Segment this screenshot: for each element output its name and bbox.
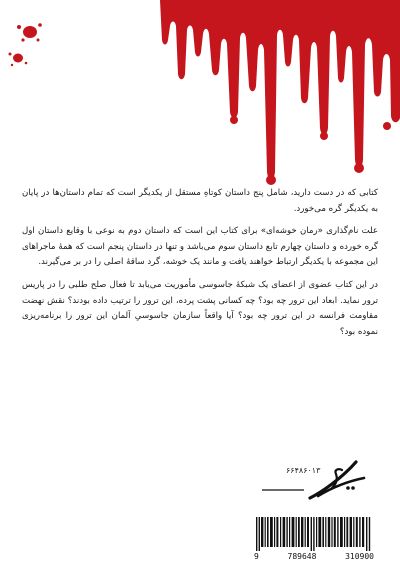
isbn-digit-lead: 9 [254, 552, 259, 561]
isbn-group-2: 310900 [345, 552, 374, 561]
barcode-bars [256, 517, 372, 551]
isbn-barcode [254, 517, 374, 563]
blurb-paragraph-1: کتابی که در دست دارید، شامل پنج داستان کوتاهِ مستقل از یکدیگر است که تمام داستان‌ها در پایان به یکدیگر گره می‌خورد. [22, 188, 378, 214]
isbn-number [254, 552, 374, 561]
isbn-group-1: 789648 [287, 552, 317, 561]
blood-drips-decoration [0, 0, 400, 200]
publisher-logo-icon [252, 458, 372, 504]
publisher-phone: ۶۶۴۸۶۰۱۳ [286, 466, 321, 475]
blurb-paragraph-3: در این کتاب عضوی از اعضای یک شبکهٔ جاسوسی مأموریت می‌یابد تا فعال صلح طلبی را در پاریس ترور نماید. ابعاد این ترور چه بود؟ چه کسانی پشت پرده، این ترور را ترتیب داده بودند؟ نقش نهضت مقاومت فرانسه در این ترور چه بود؟ آیا واقعاً سازمان جاسوسیِ آلمان این ترور را برنامه‌ریزی نموده بود؟ [22, 279, 378, 337]
back-cover-blurb [22, 186, 378, 347]
blurb-paragraph-2: علت نام‌گذاری «رمان خوشه‌ای» برای کتاب این است که داستان دوم به نوعی با وقایع داستان اول گره خورده و داستان چهارم تابع داستان سوم می‌باشد و تنها در داستان پنجم است که همهٔ ماجراهای این مجموعه با یکدیگر ارتباط خواهند یافت و مانند یک خوشه، گرد ساقهٔ اصلی را در بر می‌گیرند. [22, 226, 378, 268]
